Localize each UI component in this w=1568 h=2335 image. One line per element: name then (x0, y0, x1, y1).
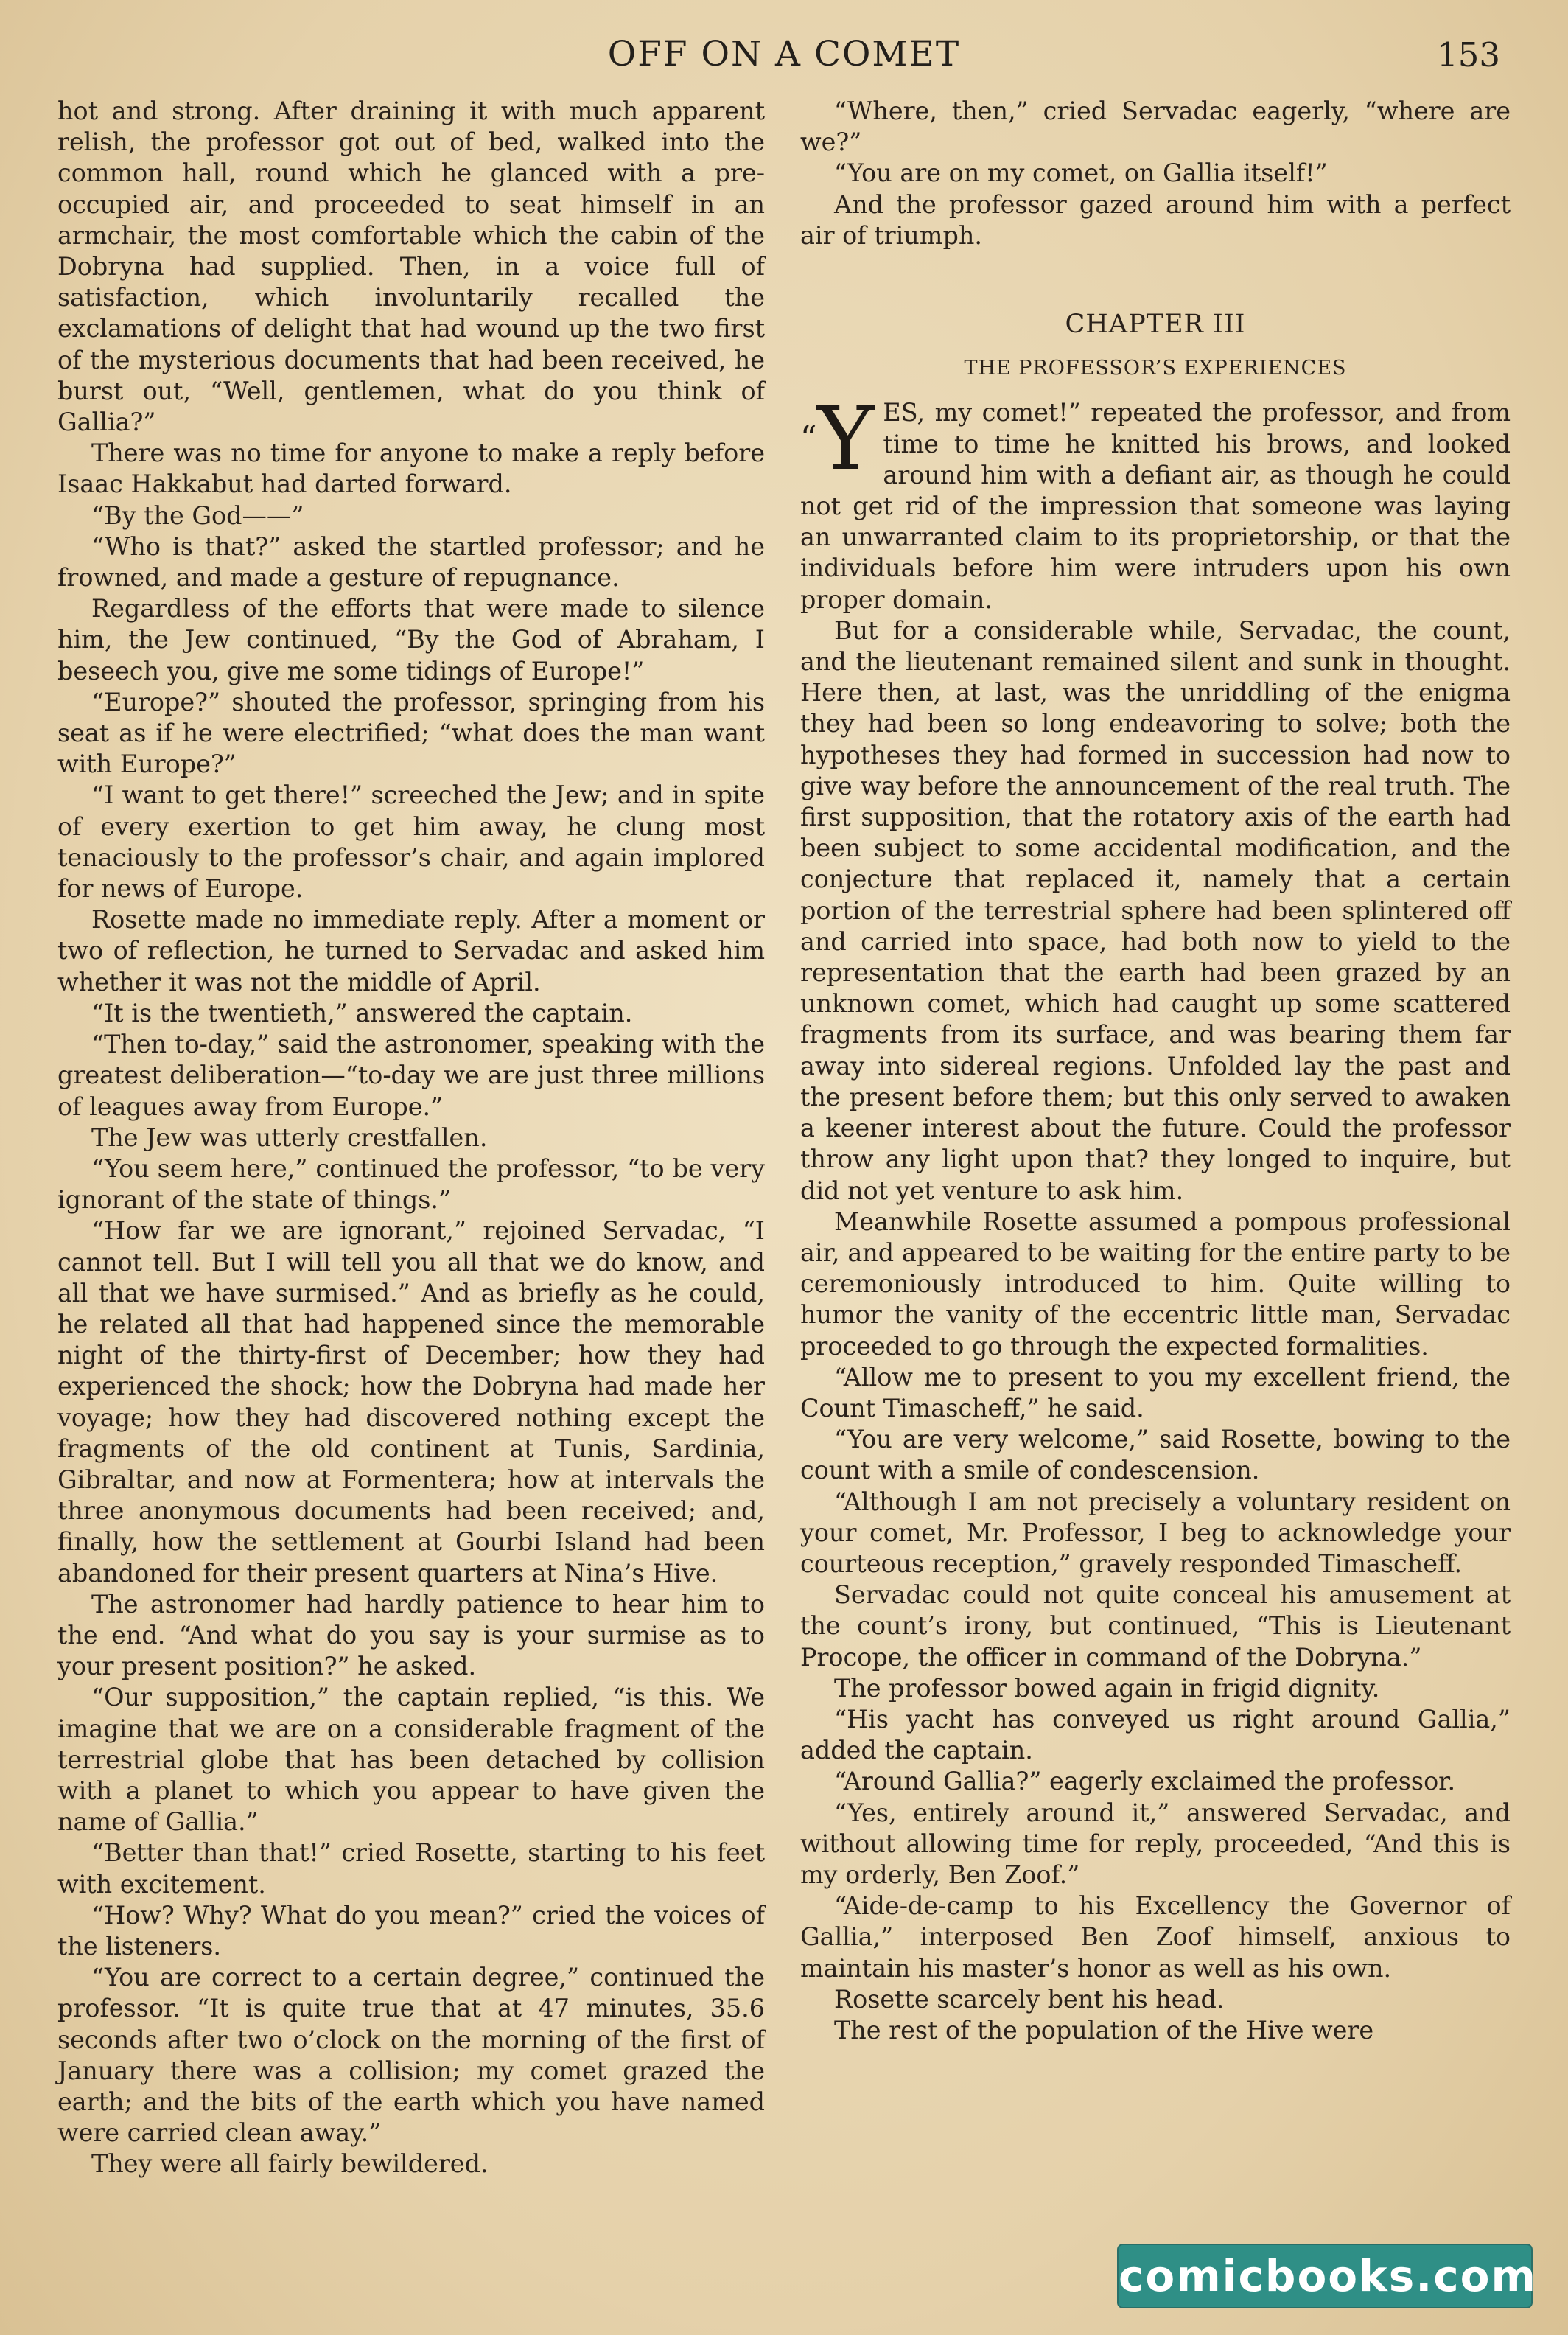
paragraph: Regardless of the efforts that were made to silence him, the Jew continued, “By the God of Abraham, I beseech you, give me some tidings of Europe!” (57, 594, 765, 685)
paragraph: “You seem here,” continued the professor, “to be very ignorant of the state of things.” (57, 1153, 765, 1215)
paragraph: “You are correct to a certain degree,” continued the professor. “It is quite true that at 47 minutes, 35.6 seconds after two o’clock on the morning of the first of January there was a collision; my comet grazed the earth; and the bits of the earth which you have named were carried clean away.” (57, 1963, 765, 2148)
chapter-opening-paragraph (800, 388, 1511, 615)
running-title: OFF ON A COMET (607, 34, 961, 74)
paragraph: But for a considerable while, Servadac, the count, and the lieutenant remained silent and sunk in thought. Here then, at last, was the unriddling of the enigma they had been so long endeavoring to solve; both the hypotheses they had formed in succession had now to give way before the announcement of the real truth. The first supposition, that the rotatory axis of the earth had been subject to some accidental modification, and the conjecture that replaced it, namely that a certain portion of the terrestrial sphere had been splintered off and carried into space, had both now to yield to the representation that the earth had been grazed by an unknown comet, which had caught up some scattered fragments from its surface, and was bearing them far away into sidereal regions. Unfolded lay the past and the present before them; but this only served to awaken a keener interest about the future. Could the professor throw any light upon that? they longed to inquire, but did not yet venture to ask him. (800, 615, 1511, 1205)
paragraph: “Better than that!” cried Rosette, starting to his feet with excitement. (57, 1838, 765, 1899)
paragraph: “I want to get there!” screeched the Jew; and in spite of every exertion to get him away, he clung most tenaciously to the professor’s chair, and again implored for news of Europe. (57, 781, 765, 904)
paragraph: “Where, then,” cried Servadac eagerly, “where are we?” (800, 97, 1511, 157)
paragraph: The professor bowed again in frigid dignity. (834, 1673, 1380, 1703)
paragraph: “Yes, entirely around it,” answered Servadac, and without allowing time for reply, proceeded, “And this is my orderly, Ben Zoof.” (800, 1798, 1511, 1889)
paragraph: The rest of the population of the Hive were (834, 2015, 1374, 2045)
paragraph: hot and strong. After draining it with much apparent relish, the professor got out of bed, walked into the common hall, round which he glanced with a pre-occupied air, and proceeded to seat himself in an armchair, the most comfortable which the cabin of the Dobryna had supplied. Then, in a voice full of satisfaction, which involuntarily recalled the exclamations of delight that had wound up the two first of the mysterious documents that had been received, he burst out, “Well, gentlemen, what do you think of Gallia?” (57, 97, 765, 437)
drop-cap (800, 388, 875, 490)
paragraph: “How? Why? What do you mean?” cried the voices of the listeners. (57, 1900, 765, 1961)
paragraph: “Aide-de-camp to his Excellency the Governor of Gallia,” interposed Ben Zoof himself, anxious to maintain his master’s honor as well as his own. (800, 1891, 1511, 1983)
paragraph: Servadac could not quite conceal his amusement at the count’s irony, but continued, “This is Lieutenant Procope, the officer in command of the Dobryna.” (800, 1580, 1511, 1672)
paragraph: “Around Gallia?” eagerly exclaimed the professor. (834, 1767, 1456, 1796)
chapter-opening-text: ES, my comet!” repeated the professor, and from time to time he knitted his brows, and looked around him with a defiant air, as though he could not get rid of the impression that someone was laying an unwarranted claim to its proprietorship, or that the individuals before him were intruders upon his own proper domain. (800, 398, 1511, 614)
paragraph: “Our supposition,” the captain replied, “is this. We imagine that we are on a considerable fragment of the terrestrial globe that has been detached by collision with a planet to which you appear to have given the name of Gallia.” (57, 1683, 765, 1837)
paragraph: “Then to-day,” said the astronomer, speaking with the greatest deliberation—“to-day we are just three millions of leagues away from Europe.” (57, 1030, 765, 1121)
paragraph: “You are on my comet, on Gallia itself!” (834, 158, 1328, 188)
chapter-heading: CHAPTER III (1065, 310, 1246, 340)
paragraph: Rosette scarcely bent his head. (834, 1984, 1225, 2014)
drop-cap-letter: Y (816, 388, 875, 490)
paragraph: The Jew was utterly crestfallen. (91, 1123, 488, 1152)
paragraph: “Allow me to present to you my excellent friend, the Count Timascheff,” he said. (800, 1362, 1511, 1423)
page-header (0, 34, 1568, 85)
drop-cap-quote: “ (800, 419, 817, 458)
paragraph: “His yacht has conveyed us right around Gallia,” added the captain. (800, 1704, 1511, 1765)
chapter-subtitle: THE PROFESSOR’S EXPERIENCES (964, 357, 1347, 380)
paragraph: And the professor gazed around him with a perfect air of triumph. (800, 189, 1511, 250)
page-number: 153 (1437, 35, 1500, 74)
paragraph: “Europe?” shouted the professor, springing from his seat as if he were electrified; “what does the man want with Europe?” (57, 687, 765, 779)
right-column (800, 96, 1511, 2046)
left-column (57, 96, 765, 2180)
paragraph: “Although I am not precisely a voluntary resident on your comet, Mr. Professor, I beg to acknowledge your courteous reception,” gravely responded Timascheff. (800, 1487, 1511, 1578)
paragraph: Meanwhile Rosette assumed a pompous professional air, and appeared to be waiting for the entire party to be ceremoniously introduced to him. Quite willing to humor the vanity of the eccentric little man, Servadac proceeded to go through the expected formalities. (800, 1207, 1511, 1361)
paragraph: “By the God——” (91, 500, 304, 530)
watermark: comicbooks.com (1117, 2244, 1533, 2308)
paragraph: The astronomer had hardly patience to hear him to the end. “And what do you say is your surmise as to your present position?” he asked. (57, 1589, 765, 1681)
paragraph: “How far we are ignorant,” rejoined Servadac, “I cannot tell. But I will tell you all that we do know, and all that we have surmised.” And as briefly as he could, he related all that had happened since the memorable night of the thirty-first of December; how they had experienced the shock; how the Dobryna had made her voyage; how they had discovered nothing except the fragments of the old continent at Tunis, Sardinia, Gibraltar, and now at Formentera; how at intervals the three anonymous documents had been received; and, finally, how the settlement at Gourbi Island had been abandoned for their present quarters at Nina’s Hive. (57, 1216, 765, 1588)
paragraph: They were all fairly bewildered. (91, 2149, 489, 2179)
paragraph: “You are very welcome,” said Rosette, bowing to the count with a smile of condescension. (800, 1425, 1511, 1485)
paragraph: There was no time for anyone to make a reply before Isaac Hakkabut had darted forward. (57, 439, 765, 499)
paragraph: “It is the twentieth,” answered the captain. (91, 998, 633, 1027)
paragraph: Rosette made no immediate reply. After a moment or two of reflection, he turned to Servadac and asked him whether it was not the middle of April. (57, 905, 765, 997)
paragraph: “Who is that?” asked the startled professor; and he frowned, and made a gesture of repugnance. (57, 531, 765, 593)
